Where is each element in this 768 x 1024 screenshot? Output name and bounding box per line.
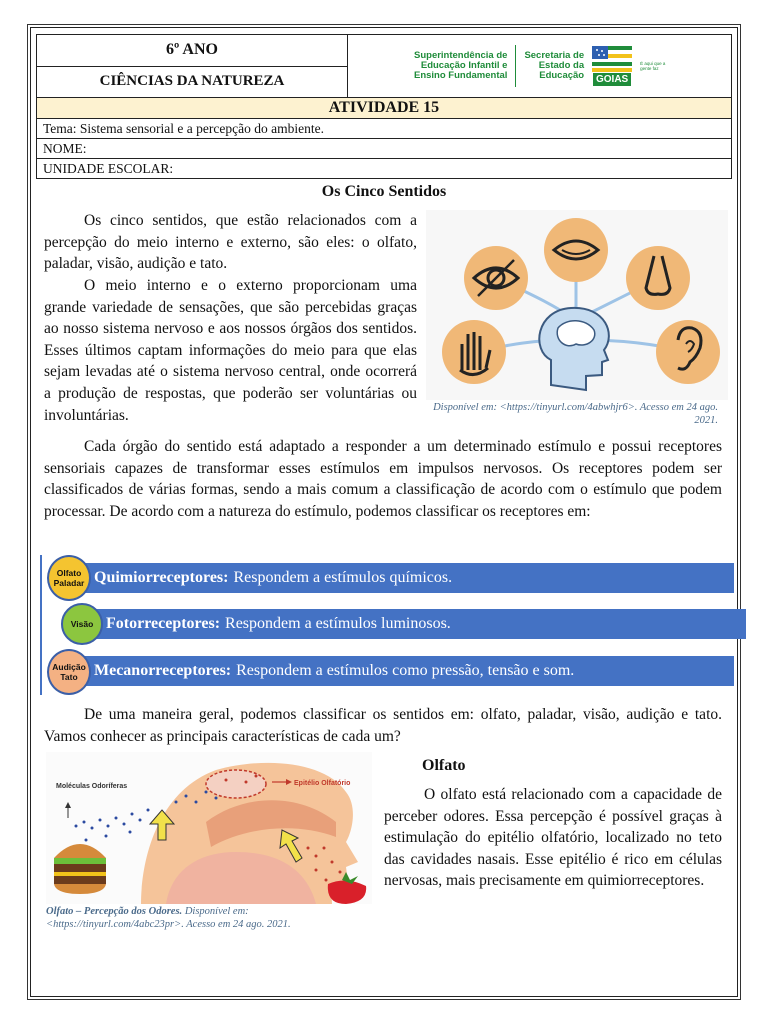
receptor-bar-chemo bbox=[78, 563, 734, 593]
goias-tagline: É aqui que a gente faz bbox=[640, 61, 666, 71]
five-senses-figure bbox=[426, 210, 728, 400]
figure2-caption bbox=[46, 905, 346, 931]
paragraph-classify: De uma maneira geral, podemos classificar os sentidos em: olfato, paladar, visão, audição e tato. Vamos conhecer as principais características de cada um? bbox=[44, 706, 722, 745]
ear-icon bbox=[656, 320, 720, 384]
receptor-desc: Respondem a estímulos como pressão, tensão e som. bbox=[236, 662, 575, 679]
receptor-desc: Respondem a estímulos químicos. bbox=[233, 569, 453, 586]
header-table bbox=[36, 34, 732, 179]
logo-divider bbox=[515, 45, 516, 87]
paragraph-receptors: Cada órgão do sentido está adaptado a responder a um determinado estímulo e possui receptores sensoriais capazes de transformar esses estímulos em impulsos nervosos. Os receptores podem ser classificados de várias formas, sendo a mais comum a classificação de acordo com o estímulo que podem processar. De acordo com a natureza do estímulo, podemos classificar os receptores em: bbox=[44, 438, 722, 520]
grade-label: 6º ANO bbox=[37, 35, 347, 67]
molecules-label: Moléculas Odoríferas bbox=[56, 783, 128, 790]
paragraph-intro: Os cinco sentidos, que estão relacionados com a percepção do meio interno e externo, são eles: o olfato, paladar, visão, audição e tato. bbox=[44, 212, 417, 273]
receptor-circle-audicao-tato: Audição Tato bbox=[47, 649, 91, 695]
paragraph-senses: O meio interno e o externo proporcionam uma grande variedade de sensações, que são percebidas graças ao nosso sistema nervoso e aos nossos órgãos dos sentidos. Esses últimos captam informações do meio para que elas sejam levadas até o sistema nervoso central, onde ocorrerá a produção de respostas, que poderão ser voluntárias ou involuntárias. bbox=[44, 277, 417, 424]
olfato-heading: Olfato bbox=[422, 757, 466, 774]
subject-label: CIÊNCIAS DA NATUREZA bbox=[99, 73, 285, 90]
institution-logos bbox=[348, 35, 731, 97]
figure2-caption-rest: Disponível em: <https://tinyurl.com/4abc23pr>. Acesso em 24 ago. 2021. bbox=[46, 906, 291, 930]
receptor-desc: Respondem a estímulos luminosos. bbox=[225, 615, 451, 632]
hamburger-icon bbox=[54, 844, 106, 894]
receptor-term: Fotorreceptores: bbox=[106, 615, 221, 632]
nose-icon bbox=[626, 246, 690, 310]
receptor-bar-photo bbox=[78, 609, 746, 639]
name-field[interactable]: NOME: bbox=[37, 139, 731, 159]
eye-icon bbox=[464, 246, 528, 310]
receptor-bar-mechano bbox=[78, 656, 734, 686]
epithelium-label: Epitélio Olfatório bbox=[294, 780, 351, 787]
hand-icon bbox=[442, 320, 506, 384]
receptor-term: Quimiorreceptores: bbox=[94, 569, 229, 586]
mouth-icon bbox=[544, 218, 608, 282]
figure1-caption: Disponível em: <https://tinyurl.com/4abwhjr6>. Acesso em 24 ago. 2021. bbox=[433, 402, 718, 426]
receptor-circle-visao: Visão bbox=[61, 603, 103, 645]
receptor-term: Mecanorreceptores: bbox=[94, 662, 232, 679]
school-field[interactable]: UNIDADE ESCOLAR: bbox=[43, 160, 174, 176]
receptor-circle-olfato-paladar: Olfato Paladar bbox=[47, 555, 91, 601]
activity-title: ATIVIDADE 15 bbox=[37, 98, 731, 119]
secretaria-logo: Secretaria de Estado da Educação bbox=[524, 50, 585, 81]
receptor-connector-line bbox=[40, 555, 42, 695]
goias-logo: GOIAS bbox=[592, 46, 632, 86]
theme-field: Tema: Sistema sensorial e a percepção do ambiente. bbox=[37, 119, 731, 139]
figure2-caption-title: Olfato – Percepção dos Odores. bbox=[46, 906, 183, 917]
olfato-figure bbox=[46, 752, 372, 904]
goias-flag-icon bbox=[592, 46, 632, 72]
olfato-paragraph: O olfato está relacionado com a capacidade de perceber odores. Essa percepção é possível graças à estimulação do epitélio olfatório, localizado no teto das cavidades nasais. Esse epitélio é rico em células nervosas, mais precisamente em quimiorreceptores. bbox=[384, 786, 722, 890]
page-title: Os Cinco Sentidos bbox=[321, 183, 447, 200]
superintendencia-logo: Superintendência de Educação Infantil e Ensino Fundamental bbox=[414, 50, 508, 81]
